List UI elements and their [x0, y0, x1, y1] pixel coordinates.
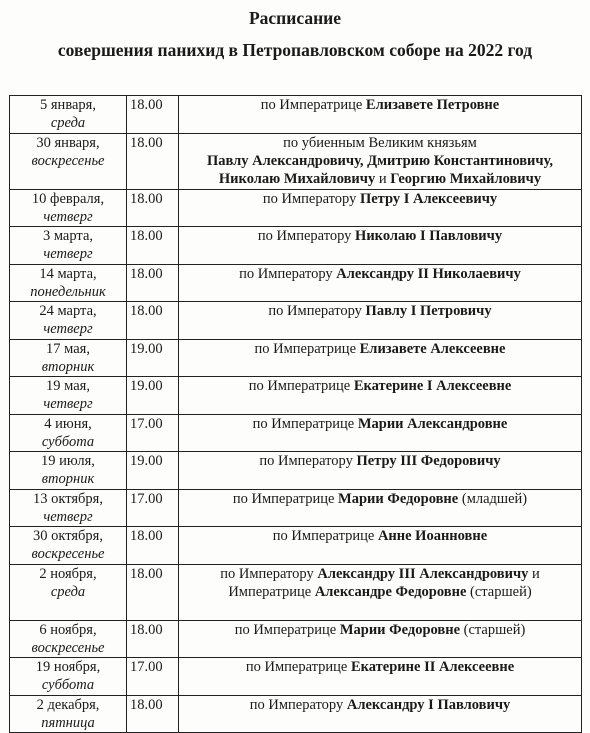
time-cell: 17.00	[127, 658, 179, 696]
date-weekday: четверг	[43, 321, 93, 337]
date-weekday: понедельник	[30, 283, 106, 300]
date-day: 4 июня,	[44, 415, 92, 432]
description-line	[182, 377, 578, 395]
honoree-name: Павлу I Петровичу	[365, 303, 492, 319]
date-cell	[10, 527, 127, 565]
date-cell	[10, 564, 127, 620]
description-prefix: по Императору	[249, 696, 347, 713]
schedule-row	[10, 695, 582, 733]
description-line	[182, 658, 578, 676]
schedule-row	[10, 527, 582, 565]
description-line	[182, 227, 578, 245]
service-description-cell	[179, 564, 582, 620]
service-description-cell	[179, 302, 582, 340]
description-line	[182, 152, 578, 170]
description-line	[182, 490, 578, 508]
description-prefix: по Императрице	[248, 378, 354, 394]
date-day: 19 июля,	[41, 453, 95, 469]
description-prefix: по Императрице	[232, 490, 339, 507]
date-weekday: четверг	[43, 246, 93, 262]
time-cell: 19.00	[127, 339, 179, 377]
date-weekday: суббота	[41, 677, 95, 693]
honoree-name: Александру II Николаевичу	[336, 265, 521, 282]
time-cell: 18.00	[127, 527, 179, 565]
date-weekday: среда	[50, 583, 86, 600]
description-suffix: (старшей)	[460, 621, 526, 638]
date-cell	[10, 452, 127, 490]
date-weekday: вторник	[41, 358, 95, 375]
description-line	[182, 696, 578, 714]
date-weekday: четверг	[43, 396, 93, 412]
description-line	[182, 340, 578, 358]
service-description-cell	[179, 377, 582, 415]
schedule-row	[10, 489, 582, 527]
time-cell: 18.00	[127, 695, 179, 733]
schedule-table	[9, 95, 582, 733]
time-cell: 18.00	[127, 227, 179, 265]
description-prefix: по Императору	[262, 190, 360, 207]
service-description-cell	[179, 527, 582, 565]
date-day: 3 марта,	[42, 228, 94, 244]
honoree-name: Александру III Александровичу	[317, 565, 529, 582]
date-day: 19 ноября,	[35, 659, 101, 675]
description-line	[182, 170, 578, 188]
schedule-table-body	[10, 96, 582, 733]
document-subtitle: совершения панихид в Петропавловском соборе на 2022 год	[57, 40, 533, 60]
schedule-row	[10, 264, 582, 302]
description-line	[182, 96, 578, 114]
date-day: 10 февраля,	[31, 190, 105, 207]
date-weekday: воскресенье	[31, 639, 105, 656]
date-weekday: воскресенье	[31, 152, 105, 169]
date-cell	[10, 620, 127, 658]
description-line	[182, 265, 578, 283]
date-day: 6 ноября,	[39, 621, 97, 638]
date-day: 30 января,	[36, 134, 100, 151]
date-weekday: воскресенье	[31, 546, 105, 562]
description-line	[182, 452, 578, 470]
honoree-name: Анне Иоанновне	[377, 528, 488, 544]
time-cell: 18.00	[127, 133, 179, 189]
honoree-name: Петру I Алексеевичу	[359, 190, 498, 207]
schedule-row	[10, 414, 582, 452]
description-suffix: и	[375, 170, 391, 187]
date-weekday: суббота	[41, 433, 95, 450]
honoree-name: Марии Федоровне	[338, 490, 459, 507]
time-cell: 17.00	[127, 414, 179, 452]
date-weekday: среда	[50, 115, 86, 131]
date-cell	[10, 414, 127, 452]
description-line	[182, 621, 578, 639]
schedule-row	[10, 96, 582, 134]
honoree-name: Александре Федоровне	[314, 583, 467, 600]
description-prefix: по Императрице	[272, 528, 378, 544]
honoree-name: Георгию Михайловичу	[390, 170, 542, 187]
time-cell: 18.00	[127, 264, 179, 302]
date-cell	[10, 377, 127, 415]
description-suffix: (младшей)	[458, 490, 528, 507]
honoree-name: Елизавете Петровне	[365, 97, 500, 113]
date-weekday: четверг	[43, 508, 93, 525]
schedule-row	[10, 189, 582, 227]
description-prefix: по Императрице	[245, 659, 351, 675]
schedule-row	[10, 452, 582, 490]
time-cell: 18.00	[127, 96, 179, 134]
time-cell: 18.00	[127, 564, 179, 620]
description-line	[182, 527, 578, 545]
description-prefix: по Императрице	[254, 340, 360, 357]
service-description-cell	[179, 620, 582, 658]
date-cell	[10, 302, 127, 340]
description-suffix: и	[528, 565, 540, 582]
schedule-row	[10, 377, 582, 415]
date-day: 14 марта,	[39, 265, 97, 282]
honoree-name: Марии Федоровне	[339, 621, 461, 638]
schedule-row	[10, 564, 582, 620]
time-cell: 19.00	[127, 452, 179, 490]
schedule-row	[10, 133, 582, 189]
date-cell	[10, 189, 127, 227]
date-day: 19 мая,	[46, 378, 90, 394]
description-prefix: по Императору	[257, 228, 356, 244]
schedule-row	[10, 620, 582, 658]
description-line	[182, 190, 578, 208]
honoree-name: Павлу Александровичу, Дмитрию Константиновичу,	[206, 152, 553, 169]
honoree-name: Александру I Павловичу	[346, 696, 511, 713]
honoree-name: Петру III Федоровичу	[356, 453, 501, 469]
time-cell: 17.00	[127, 489, 179, 527]
service-description-cell	[179, 264, 582, 302]
date-cell	[10, 227, 127, 265]
honoree-name: Екатерине II Алексеевне	[351, 659, 515, 675]
date-day: 13 октября,	[33, 490, 103, 507]
service-description-cell	[179, 489, 582, 527]
time-cell: 19.00	[127, 377, 179, 415]
description-prefix: по убиенным Великим князьям	[283, 134, 477, 151]
description-prefix: по Императору	[259, 453, 357, 469]
honoree-name: Николаю Михайловичу	[218, 170, 376, 187]
date-weekday: пятница	[41, 714, 95, 731]
time-cell: 18.00	[127, 189, 179, 227]
schedule-row	[10, 339, 582, 377]
description-line	[182, 565, 578, 583]
description-prefix: по Императрице	[260, 97, 366, 113]
honoree-name: Елизавете Алексеевне	[359, 340, 506, 357]
date-day: 24 марта,	[39, 303, 97, 319]
description-line	[182, 302, 578, 320]
service-description-cell	[179, 695, 582, 733]
date-cell	[10, 489, 127, 527]
date-weekday: вторник	[41, 471, 95, 487]
service-description-cell	[179, 189, 582, 227]
time-cell: 18.00	[127, 620, 179, 658]
service-description-cell	[179, 452, 582, 490]
date-cell	[10, 695, 127, 733]
honoree-name: Марии Александровне	[357, 415, 508, 432]
service-description-cell	[179, 133, 582, 189]
description-line	[182, 134, 578, 152]
honoree-name: Николаю I Павловичу	[355, 228, 503, 244]
time-cell: 18.00	[127, 302, 179, 340]
service-description-cell	[179, 339, 582, 377]
date-weekday: четверг	[43, 208, 93, 225]
date-cell	[10, 96, 127, 134]
date-cell	[10, 339, 127, 377]
date-day: 2 декабря,	[36, 696, 100, 713]
description-suffix: (старшей)	[466, 583, 532, 600]
date-day: 5 января,	[40, 97, 96, 113]
description-prefix: по Императрице	[234, 621, 340, 638]
date-day: 30 октября,	[33, 528, 103, 544]
description-prefix: Императрице	[228, 583, 315, 600]
schedule-row	[10, 227, 582, 265]
description-prefix: по Императрице	[252, 415, 358, 432]
date-cell	[10, 658, 127, 696]
service-description-cell	[179, 414, 582, 452]
service-description-cell	[179, 96, 582, 134]
schedule-row	[10, 302, 582, 340]
date-day: 17 мая,	[46, 340, 90, 357]
description-prefix: по Императору	[220, 565, 318, 582]
document-title: Расписание	[248, 8, 342, 28]
service-description-cell	[179, 227, 582, 265]
description-prefix: по Императору	[268, 303, 366, 319]
description-line	[182, 583, 578, 601]
description-line	[182, 415, 578, 433]
date-day: 2 ноября,	[39, 565, 97, 582]
schedule-row	[10, 658, 582, 696]
date-cell	[10, 133, 127, 189]
description-prefix: по Императору	[239, 265, 337, 282]
honoree-name: Екатерине I Алексеевне	[353, 378, 512, 394]
date-cell	[10, 264, 127, 302]
service-description-cell	[179, 658, 582, 696]
